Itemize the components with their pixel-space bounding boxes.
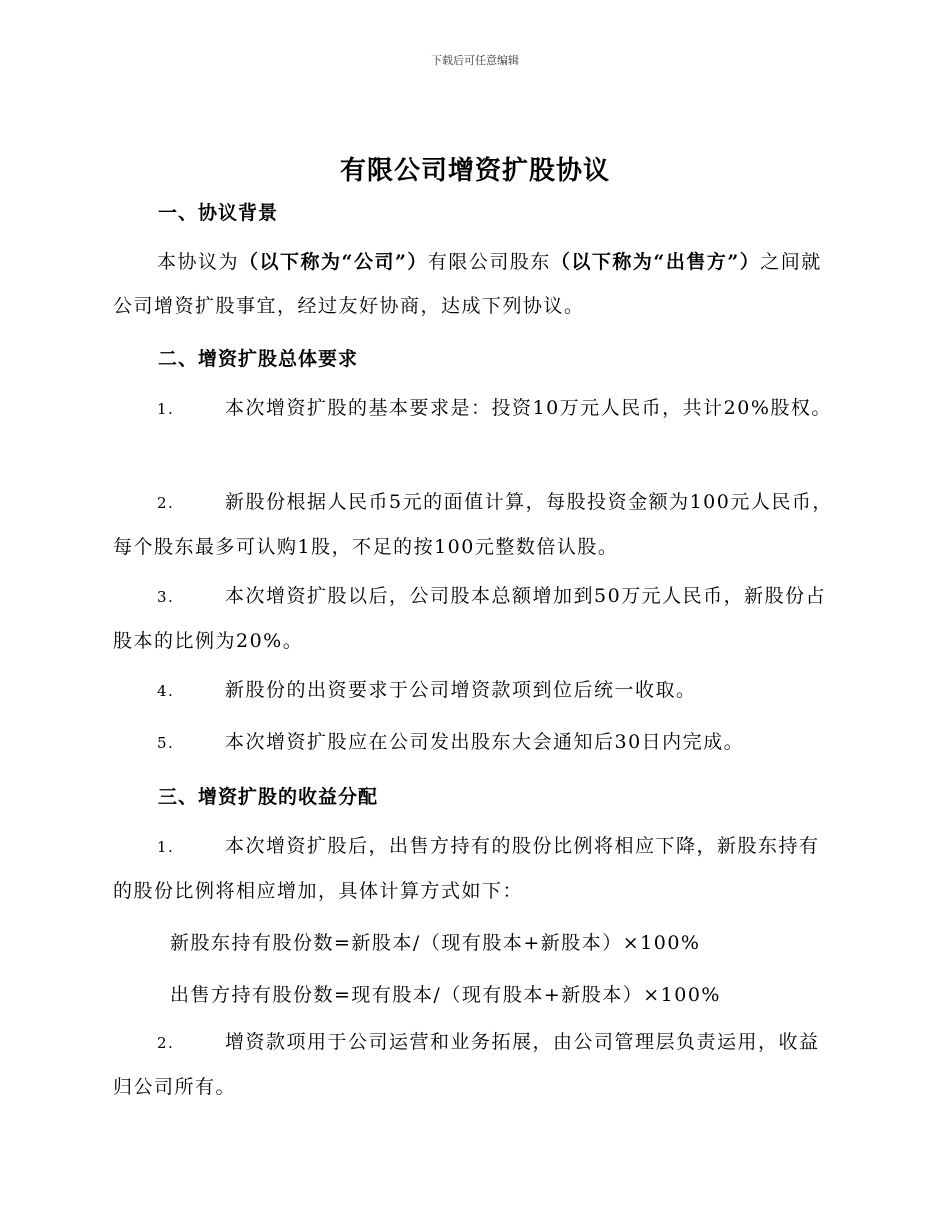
section-paragraph-background bbox=[113, 240, 833, 328]
formula-new-shareholder: 新股东持有股份数=新股本/（现有股本+新股本）×100% bbox=[170, 932, 701, 954]
list-item-number: 5. bbox=[157, 734, 175, 752]
list-item bbox=[113, 1020, 833, 1109]
paragraph-text: 本协议为 bbox=[157, 251, 240, 273]
list-item-text: 本次增资扩股应在公司发出股东大会通知后30日内完成。 bbox=[225, 731, 745, 753]
list-item-text: 本次增资扩股以后，公司股本总额增加到50万元人民币，新股份占股本的比例为20%。 bbox=[113, 585, 827, 652]
list-item-text: 本次增资扩股的基本要求是：投资10万元人民币，共计20%股权。 bbox=[225, 397, 832, 419]
list-item-number: 1. bbox=[157, 400, 175, 418]
list-item-text: 增资款项用于公司运营和业务拓展，由公司管理层负责运用，收益归公司所有。 bbox=[113, 1031, 820, 1098]
page-header-note: 下载后可任意编辑 bbox=[431, 54, 519, 67]
company-defined-term: （以下称为“公司”） bbox=[239, 251, 428, 273]
paragraph-text: 有限公司股东 bbox=[427, 251, 551, 273]
list-item-text: 新股份的出资要求于公司增资款项到位后统一收取。 bbox=[225, 679, 697, 701]
section-heading-background: 一、协议背景 bbox=[158, 202, 279, 224]
paragraph-text: 之间就公司增资扩股事宜，经过友好协商，达成下列协议。 bbox=[113, 251, 822, 317]
formula-seller: 出售方持有股份数=现有股本/（现有股本+新股本）×100% bbox=[170, 984, 721, 1006]
list-item bbox=[113, 720, 833, 765]
list-item bbox=[113, 668, 833, 713]
list-item-number: 1. bbox=[157, 838, 175, 856]
section-heading-requirements: 二、增资扩股总体要求 bbox=[158, 348, 359, 370]
list-item bbox=[113, 574, 833, 663]
list-item-number: 4. bbox=[157, 682, 175, 700]
list-item bbox=[113, 824, 833, 913]
list-item bbox=[113, 480, 833, 569]
list-item bbox=[113, 386, 833, 431]
section-heading-profit-distribution: 三、增资扩股的收益分配 bbox=[158, 786, 379, 808]
list-item-text: 本次增资扩股后，出售方持有的股份比例将相应下降，新股东持有的股份比例将相应增加，具体计算方式如下： bbox=[113, 835, 820, 902]
seller-defined-term: （以下称为“出售方”） bbox=[550, 251, 761, 273]
list-item-number: 3. bbox=[157, 588, 175, 606]
document-title: 有限公司增资扩股协议 bbox=[339, 156, 610, 186]
list-item-text: 新股份根据人民币5元的面值计算，每股投资金额为100元人民币，每个股东最多可认购1股，不足的按100元整数倍认股。 bbox=[113, 491, 833, 558]
list-item-number: 2. bbox=[157, 1034, 175, 1052]
list-item-number: 2. bbox=[157, 494, 175, 512]
